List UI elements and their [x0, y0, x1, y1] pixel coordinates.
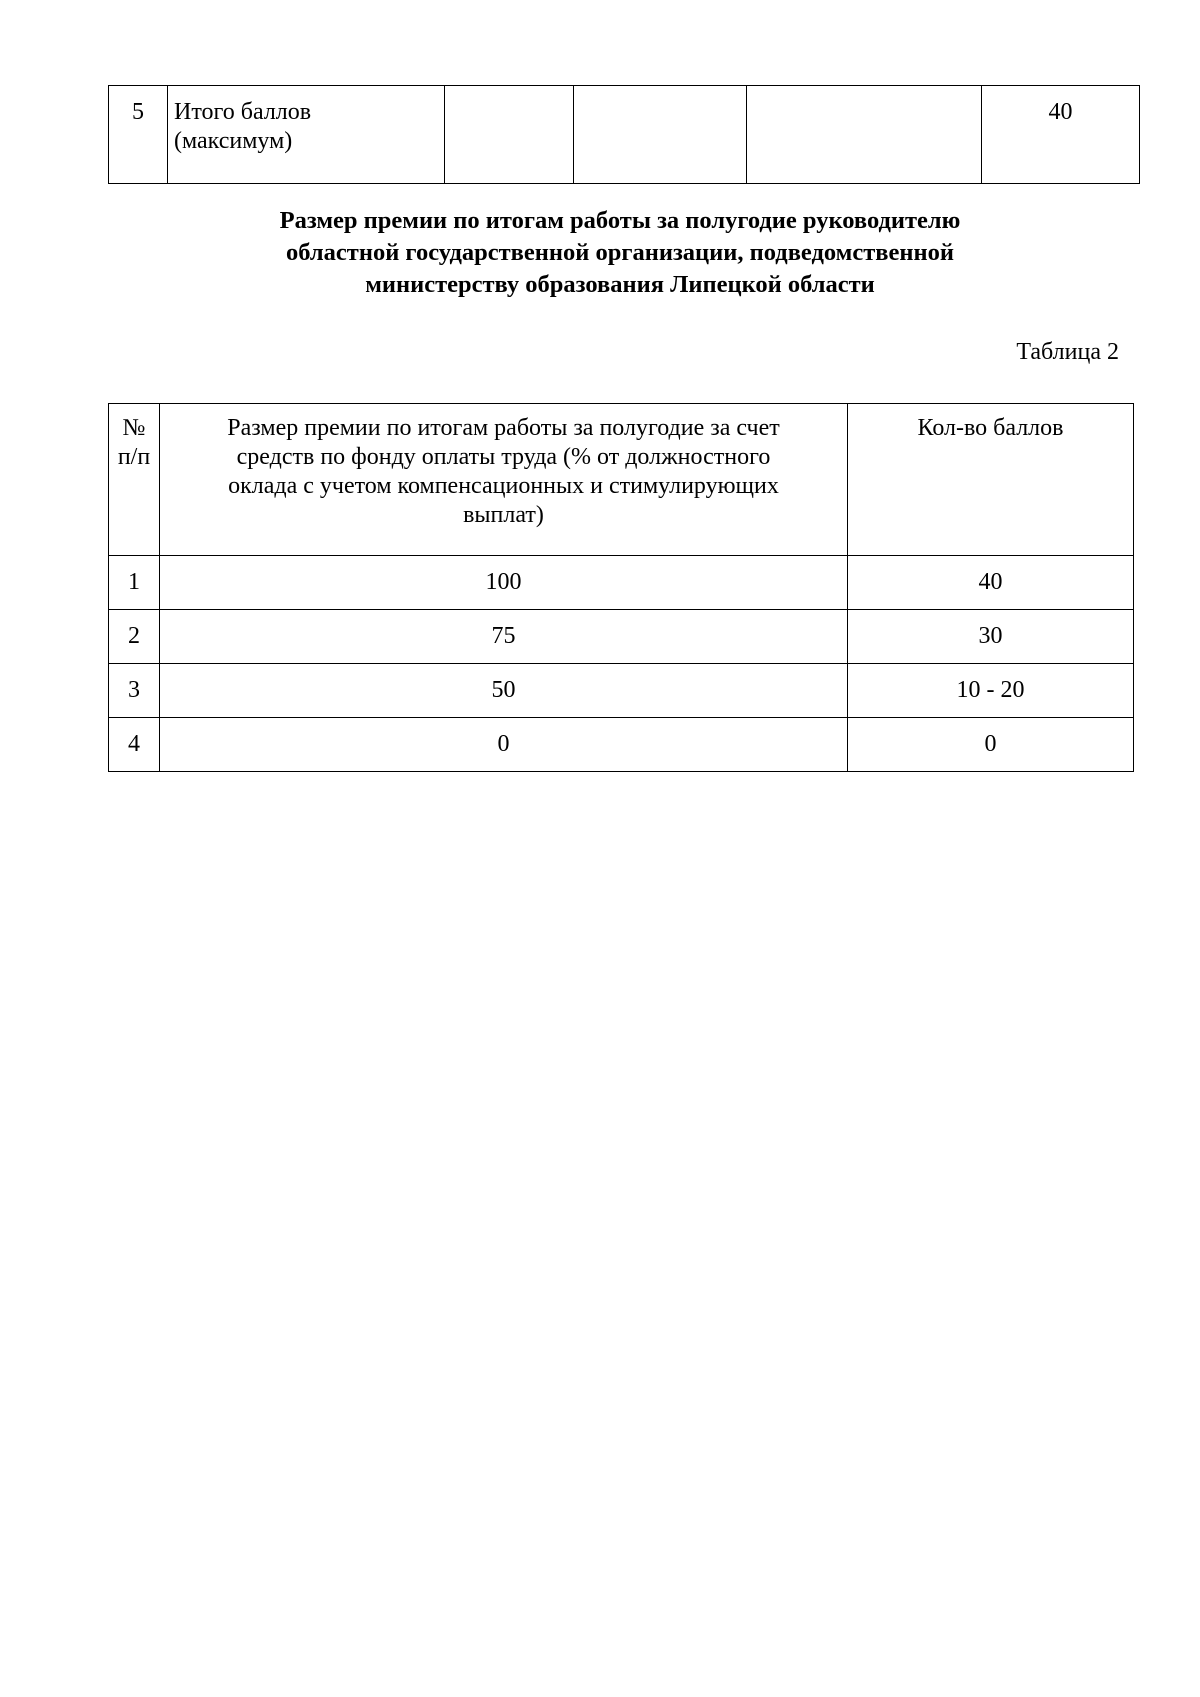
- table-label: Таблица 2: [1016, 339, 1119, 365]
- points: 40: [848, 556, 1134, 610]
- row-name-line: (максимум): [174, 128, 293, 154]
- heading-line: областной государственной организации, подведомственной: [286, 239, 954, 266]
- bonus-size: 50: [160, 664, 848, 718]
- row-number: 1: [109, 556, 160, 610]
- row-number: 2: [109, 610, 160, 664]
- bonus-size: 100: [160, 556, 848, 610]
- section-heading: [120, 205, 1120, 301]
- row-number: 5: [109, 86, 168, 184]
- table-row: [109, 86, 1140, 184]
- bonus-size: 0: [160, 718, 848, 772]
- header-size-line: Размер премии по итогам работы за полугодие за счет: [227, 415, 780, 441]
- bonus-table: [108, 403, 1134, 772]
- header-num-line: п/п: [117, 444, 151, 470]
- table-row: [109, 610, 1134, 664]
- empty-cell: [445, 86, 574, 184]
- points: 30: [848, 610, 1134, 664]
- empty-cell: [574, 86, 747, 184]
- heading-line: министерству образования Липецкой области: [365, 271, 875, 298]
- empty-cell: [747, 86, 982, 184]
- header-num-line: №: [122, 415, 146, 441]
- points: 10 - 20: [848, 664, 1134, 718]
- header-size-line: оклада с учетом компенсационных и стимулирующих: [228, 473, 779, 499]
- header-size-line: средств по фонду оплаты труда (% от должностного: [236, 444, 771, 470]
- points: 0: [848, 718, 1134, 772]
- bonus-size: 75: [160, 610, 848, 664]
- header-size-line: выплат): [463, 502, 544, 528]
- table-row: [109, 556, 1134, 610]
- header-bonus-size: [160, 404, 848, 556]
- header-num: [109, 404, 160, 556]
- row-number: 4: [109, 718, 160, 772]
- table-row: [109, 664, 1134, 718]
- table-header-row: [109, 404, 1134, 556]
- row-name-line: Итого баллов: [174, 99, 312, 125]
- criteria-table-continuation: [108, 85, 1140, 184]
- row-number: 3: [109, 664, 160, 718]
- row-name: [168, 86, 445, 184]
- table-row: [109, 718, 1134, 772]
- heading-line: Размер премии по итогам работы за полугодие руководителю: [279, 207, 961, 234]
- header-points: Кол-во баллов: [848, 404, 1134, 556]
- max-points: 40: [982, 86, 1140, 184]
